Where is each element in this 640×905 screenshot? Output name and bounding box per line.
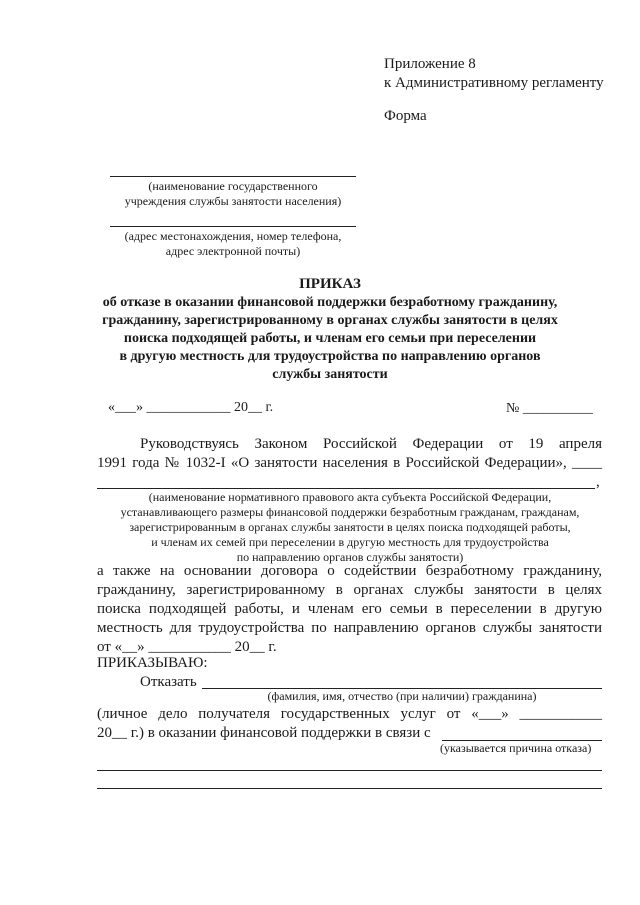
reason-line-1 [97,770,602,771]
act-caption-3: зарегистрированным в органах службы занятости в целях поиска подходящей работы, [129,520,571,534]
act-caption-4: и членам их семей при переселении в другую местность для трудоустройства [151,535,549,549]
regulation-label: к Административному регламенту [384,75,604,91]
contract-date-field: от «__» ___________ 20__ г. [97,639,277,655]
act-caption-5: по направлению органов службы занятости) [236,550,464,564]
refuse-label: Отказать [140,674,197,690]
form-label: Форма [384,108,427,124]
citizen-name-caption: (фамилия, имя, отчество (при наличии) гражданина) [267,689,537,703]
address-caption-1: (адрес местонахождения, номер телефона, [124,229,342,243]
title-line-3: поиска подходящей работы, и членам его семьи при переселении [123,331,537,346]
reason-line-2 [97,788,602,789]
order-command: ПРИКАЗЫВАЮ: [97,655,208,671]
institution-caption-2: учреждения службы занятости населения) [124,194,342,208]
document-title: ПРИКАЗ [299,276,361,292]
order-date-field: «___» ____________ 20__ г. [108,400,274,415]
order-number-field: № __________ [506,401,593,416]
institution-line [110,176,356,177]
address-line [110,226,356,227]
appendix-label: Приложение 8 [384,56,476,72]
contract-line-4: местность для трудоустройства по направлению органов службы занятости [97,620,602,636]
title-line-1: об отказе в оказании финансовой поддержки безработному гражданину, [102,295,558,310]
contract-line-3: поиска подходящей работы, и членам его семьи в переселении в другую [97,601,602,617]
title-line-2: гражданину, зарегистрированному в органах службы занятости в целях [102,313,558,328]
contract-line-1: а также на основании договора о содействии безработному гражданину, [97,563,602,579]
preamble-line-3-end: , [596,474,600,490]
case-line-2: 20__ г.) в оказании финансовой поддержки в связи с [97,725,431,741]
institution-caption-1: (наименование государственного [148,179,318,193]
preamble-line-1: Руководствуясь Законом Российской Федерации от 19 апреля [140,436,602,452]
preamble-line-2: 1991 года № 1032-I «О занятости населения в Российской Федерации», ____ [97,455,602,471]
case-line-1: (личное дело получателя государственных услуг от «___» ___________ [97,706,602,722]
title-line-5: службы занятости [272,367,388,382]
address-caption-2: адрес электронной почты) [165,244,301,258]
reason-caption: (указывается причина отказа) [440,741,592,755]
title-line-4: в другую местность для трудоустройства по направлению органов [119,349,541,364]
act-caption-2: устанавливающего размеры финансовой поддержки безработным гражданам, гражданам, [120,505,580,519]
contract-line-2: гражданину, зарегистрированному в органах службы занятости в целях [97,582,602,598]
legal-act-line [97,488,595,489]
act-caption-1: (наименование нормативного правового акта субъекта Российской Федерации, [148,490,552,504]
